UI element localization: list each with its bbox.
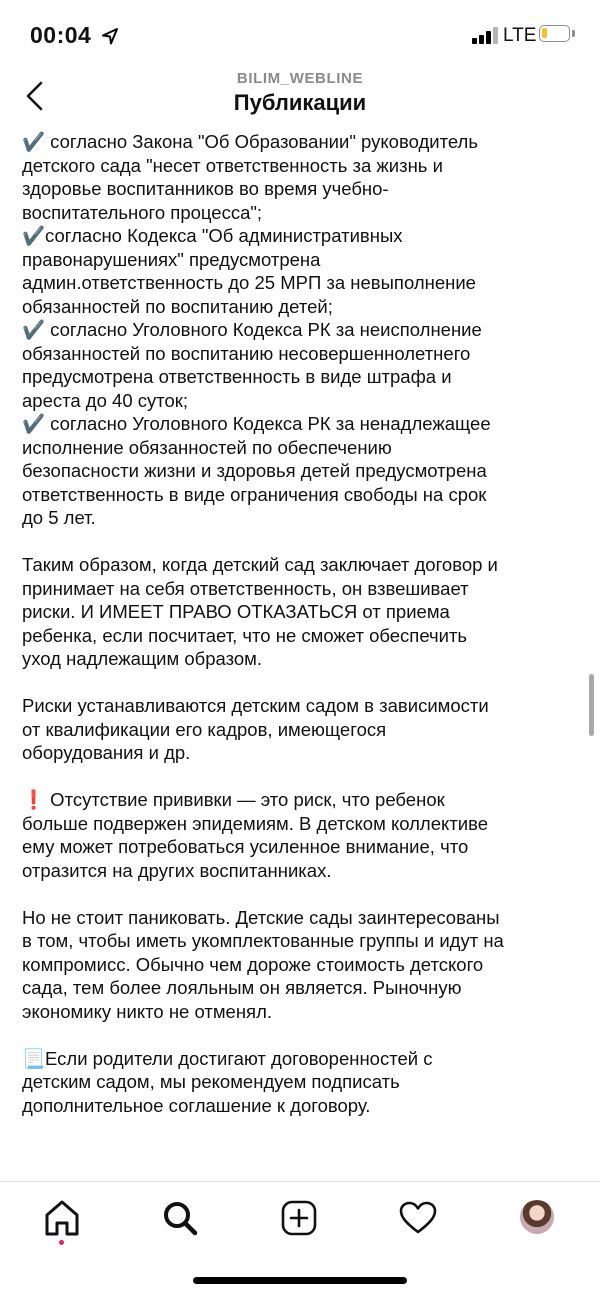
account-name: BILIM_WEBLINE [236,70,364,87]
plus-square-icon [277,1196,321,1240]
caption-line: ответственность в виде ограничения свободы на срок [22,483,487,505]
caption-paragraph [22,130,582,530]
caption-line: обязанностей по воспитанию несовершеннолетнего [22,342,471,364]
heart-icon [396,1196,440,1240]
caption-line: ✔️ согласно Уголовного Кодекса РК за неисполнение [22,319,482,340]
tab-profile[interactable] [516,1196,560,1240]
caption-line: в том, чтобы иметь укомплектованные группы и идут на [22,930,504,951]
caption-line: оборудования и др. [22,742,191,763]
caption-line: исполнение обязанностей по обеспечению [22,436,392,458]
avatar [520,1200,554,1234]
nav-header [0,68,600,128]
caption-line: принимает на себя ответственность, он взвешивает [22,577,469,599]
caption-line: ✔️ согласно Уголовного Кодекса РК за ненадлежащее [22,413,491,434]
location-arrow-icon [101,27,119,45]
caption-line: отразится на других воспитанниках. [22,859,332,881]
scroll-indicator[interactable] [589,674,594,736]
caption-line: сада, тем более лояльным он является. Рыночную [22,977,462,998]
caption-line: админ.ответственность до 25 МРП за невыполнение [22,272,476,293]
caption-line: компромисс. Обычно чем дороже стоимость детского [22,953,484,975]
caption-line: ✔️ согласно Закона "Об Образовании" руководитель [22,131,478,152]
caption-line: до 5 лет. [22,507,96,528]
caption-line: безопасности жизни и здоровья детей предусмотрена [22,460,487,481]
caption-line: детским садом, мы рекомендуем подписать [22,1071,400,1092]
caption-line: экономику никто не отменял. [22,1000,273,1022]
caption-line: Таким образом, когда детский сад заключает договор и [22,554,498,575]
caption-line: риски. И ИМЕЕТ ПРАВО ОТКАЗАТЬСЯ от приема [22,601,450,622]
caption-paragraph [22,694,582,765]
battery-tip [572,30,575,37]
tab-search[interactable] [158,1196,202,1240]
tab-home[interactable] [40,1196,84,1240]
signal-strength-icon [472,26,498,44]
caption-line: Риски устанавливаются детским садом в зависимости [22,695,489,716]
caption-line: ребенка, если посчитает, что не сможет обеспечить [22,624,468,646]
post-content[interactable] [0,128,600,1181]
caption-line: здоровье воспитанников во время учебно- [22,178,389,199]
tab-activity[interactable] [396,1196,440,1240]
caption-line: детского сада "несет ответственность за жизнь и [22,154,443,176]
status-time: 00:04 [30,22,92,48]
caption-line: Но не стоит паниковать. Детские сады заинтересованы [22,906,500,928]
tab-new-post[interactable] [277,1196,321,1240]
caption-paragraph [22,788,582,882]
caption-line: предусмотрена ответственность в виде штрафа и [22,366,452,387]
caption-line: обязанностей по воспитанию детей; [22,295,333,317]
caption-line: уход надлежащим образом. [22,648,263,669]
network-type: LTE [503,25,537,46]
caption-paragraph [22,1047,582,1118]
search-icon [158,1196,202,1240]
caption-line: ареста до 40 суток; [22,389,189,411]
post-caption [22,130,582,1141]
caption-line: правонарушениях" предусмотрена [22,248,321,270]
caption-line: ему может потребоваться усиленное внимание, что [22,836,469,857]
notification-dot [59,1240,64,1245]
caption-line: ✔️согласно Кодекса "Об административных [22,225,403,246]
caption-line: ❗ Отсутствие прививки — это риск, что ребенок [22,789,445,810]
caption-paragraph [22,553,582,671]
caption-line: больше подвержен эпидемиям. В детском коллективе [22,812,489,834]
caption-line: воспитательного процесса"; [22,201,263,223]
battery-icon [539,25,570,42]
caption-line: дополнительное соглашение к договору. [22,1094,371,1116]
page-title: Публикации [233,90,367,115]
status-bar [0,0,600,68]
caption-line: 📃Если родители достигают договоренностей с [22,1047,433,1069]
caption-paragraph [22,906,582,1024]
caption-line: от квалификации его кадров, имеющегося [22,718,387,740]
home-indicator[interactable] [193,1277,407,1284]
home-icon [40,1196,84,1240]
